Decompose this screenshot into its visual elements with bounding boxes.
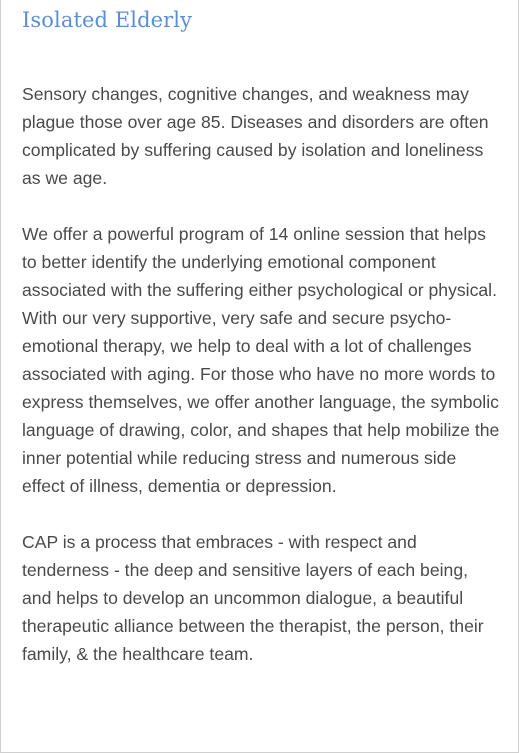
- intro-paragraph: Sensory changes, cognitive changes, and weakness may plague those over age 85. Diseases and disorders are often complicated by suffering caused by isolation and loneliness as we age.: [22, 84, 489, 188]
- section-title: Isolated Elderly: [22, 8, 193, 32]
- cap-paragraph: CAP is a process that embraces - with respect and tenderness - the deep and sensitive layers of each being, and helps to develop an uncommon dialogue, a beautiful therapeutic alliance between the therapist, the person, their family, & the healthcare team.: [22, 532, 484, 664]
- program-paragraph: We offer a powerful program of 14 online session that helps to better identify the underlying emotional component associated with the suffering either psychological or physical. With our very supportive, very safe and secure psycho-emotional therapy, we help to deal with a lot of challenges associated with aging. For those who have no more words to express themselves, we offer another language, the symbolic language of drawing, color, and shapes that help mobilize the inner potential while reducing stress and numerous side effect of illness, dementia or depression.: [22, 224, 500, 496]
